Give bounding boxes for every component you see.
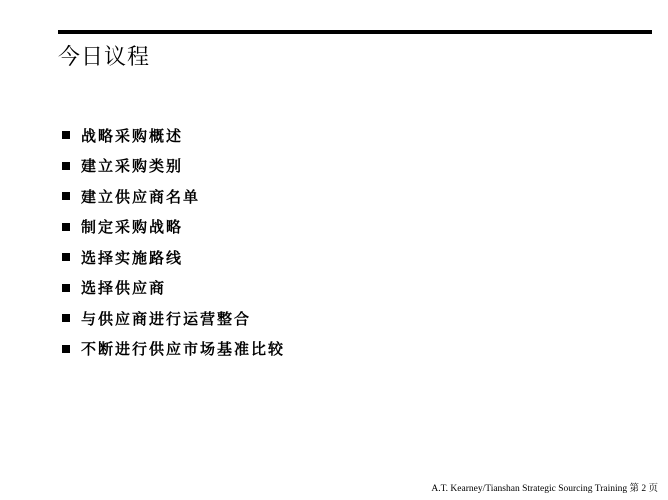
agenda-item-label: 建立供应商名单 — [81, 187, 201, 206]
agenda-item-label: 制定采购战略 — [81, 218, 184, 237]
title-divider — [58, 30, 652, 34]
square-bullet-icon — [62, 223, 70, 231]
agenda-item — [62, 181, 285, 212]
agenda-item-label: 选择供应商 — [81, 279, 167, 298]
agenda-item-label: 不断进行供应市场基准比较 — [81, 340, 286, 359]
slide-title: 今日议程 — [58, 45, 151, 70]
square-bullet-icon — [62, 131, 70, 139]
page-footer: A.T. Kearney/Tianshan Strategic Sourcing Training 第 2 页 — [431, 484, 658, 494]
agenda-item-label: 战略采购概述 — [81, 126, 184, 145]
agenda-item — [62, 334, 285, 365]
square-bullet-icon — [62, 345, 70, 353]
agenda-item — [62, 273, 285, 304]
square-bullet-icon — [62, 253, 70, 261]
agenda-list — [62, 120, 285, 364]
square-bullet-icon — [62, 314, 70, 322]
agenda-item — [62, 212, 285, 243]
square-bullet-icon — [62, 192, 70, 200]
square-bullet-icon — [62, 162, 70, 170]
agenda-item-label: 与供应商进行运营整合 — [81, 309, 252, 328]
agenda-item — [62, 151, 285, 182]
square-bullet-icon — [62, 284, 70, 292]
agenda-item — [62, 242, 285, 273]
agenda-item — [62, 303, 285, 334]
agenda-item-label: 建立采购类别 — [81, 157, 184, 176]
agenda-item — [62, 120, 285, 151]
agenda-item-label: 选择实施路线 — [81, 248, 184, 267]
